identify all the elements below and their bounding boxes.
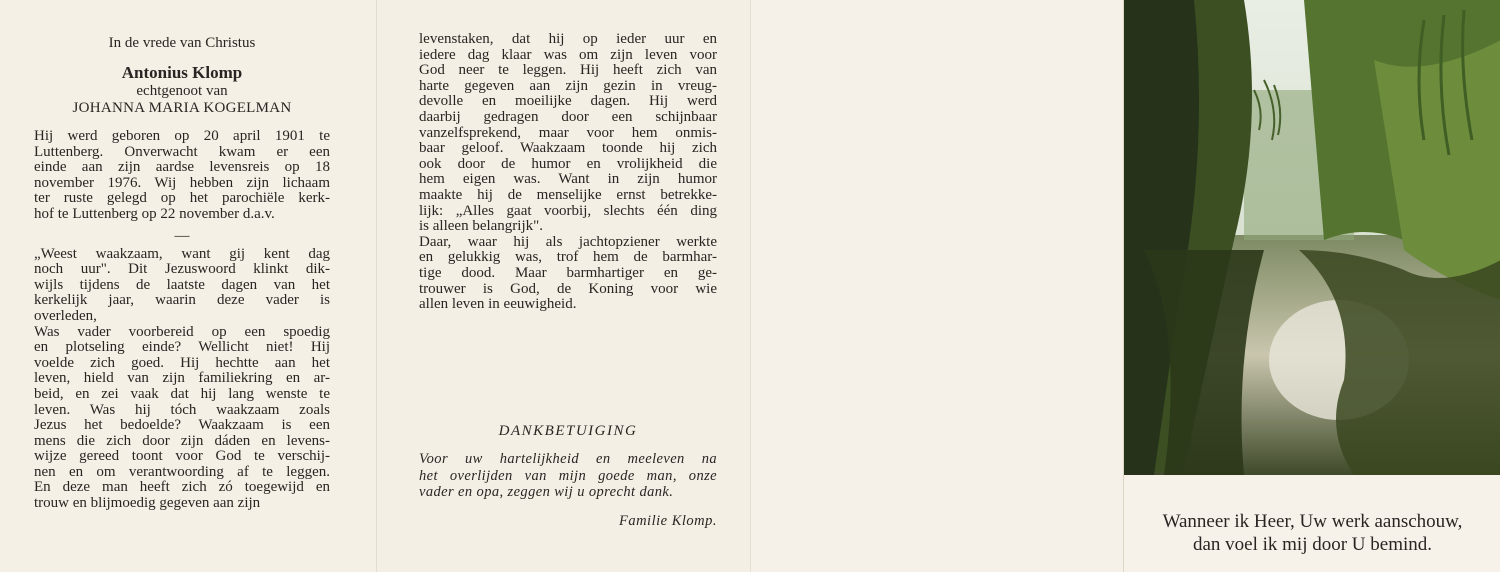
text-line: november 1976. Wij hebben zijn lichaam xyxy=(34,174,330,191)
text-line: lijk: „Alles gaat voorbij, slechts één ding xyxy=(419,202,717,219)
spouse-name: JOHANNA MARIA KOGELMAN xyxy=(72,100,292,116)
acknowledgement-title: DANKBETUIGING xyxy=(498,423,638,439)
text-line: Jezus het bedoelde? Waakzaam is een xyxy=(34,417,330,434)
text-line: Hij werd geboren op 20 april 1901 te xyxy=(34,128,330,144)
text-line: iedere dag klaar was om zijn leven voor xyxy=(419,46,717,63)
acknowledgement-text xyxy=(419,451,717,501)
text-line: leven. Was hij tóch waakzaam zoals xyxy=(34,401,330,418)
text-line: devolle en moeilijke dagen. Hij werd xyxy=(419,93,717,110)
acknowledgement-line: Voor uw hartelijkheid en meeleven na xyxy=(419,451,717,467)
text-line: leven, hield van zijn familiekring en ar- xyxy=(34,370,330,387)
acknowledgement-line: vader en opa, zeggen wij u oprecht dank. xyxy=(419,484,674,500)
text-line: en gelukkig was, trof hem de barmhar- xyxy=(419,249,717,266)
text-line: noch uur". Dit Jezuswoord klinkt dik- xyxy=(34,261,330,278)
verse-line: Wanneer ik Heer, Uw werk aanschouw, xyxy=(1162,511,1463,532)
signature: Familie Klomp. xyxy=(618,512,717,529)
acknowledgement xyxy=(419,421,717,530)
text-line: ter ruste gelegd op het parochiële kerk- xyxy=(34,190,330,207)
text-line: hof te Luttenberg op 22 november d.a.v. xyxy=(34,205,275,222)
text-line: wijze gereed toont voor God te verschij- xyxy=(34,448,330,465)
text-line: maakte hij de menselijke ernst betrekke- xyxy=(419,186,717,203)
text-line: kerkelijk jaar, waarin deze vader is xyxy=(34,292,330,309)
panel-blank xyxy=(750,0,1123,572)
text-line: daarbij gedragen door een schijnbaar xyxy=(419,108,717,125)
text-line: vanzelfsprekend, maar voor hem onmis- xyxy=(419,124,717,141)
text-line: harte gegeven aan zijn gezin in vreug- xyxy=(419,77,717,94)
text-line: is alleen belangrijk". xyxy=(419,218,543,235)
text-line: En deze man heeft zich zó toegewijd en xyxy=(34,479,330,496)
willow-pond-photo xyxy=(1124,0,1500,475)
relation-line: echtgenoot van xyxy=(136,83,228,99)
text-line: Was vader voorbereid op een spoedig xyxy=(34,323,330,340)
text-line: God neer te leggen. Hij heeft zich van xyxy=(419,62,717,79)
text-line: baar geloof. Waakzaam toonde hij zich xyxy=(419,140,717,157)
panel-middle xyxy=(376,0,750,572)
verse-line: dan voel ik mij door U bemind. xyxy=(1192,534,1433,555)
header-line: In de vrede van Christus xyxy=(108,35,256,51)
text-line: mens die zich door zijn dáden en levens- xyxy=(34,432,330,449)
text-line: trouwer is God, de Koning voor wie xyxy=(419,280,717,297)
text-line: Daar, waar hij als jachtopziener werkte xyxy=(419,233,717,250)
text-line: hem eigen was. Want in zijn humor xyxy=(419,171,717,188)
text-line: „Weest waakzaam, want gij kent dag xyxy=(34,245,330,262)
text-line: allen leven in eeuwigheid. xyxy=(419,296,577,313)
panel-left xyxy=(0,0,376,572)
text-line: voelde zich goed. Hij hechtte aan het xyxy=(34,354,330,371)
text-line: einde aan zijn aardse levensreis op 18 xyxy=(34,159,330,176)
text-line: overleden, xyxy=(34,307,97,324)
card-header xyxy=(34,34,330,117)
text-line: Luttenberg. Onverwacht kwam er een xyxy=(34,143,330,160)
continuation-text xyxy=(419,32,717,313)
separator: — xyxy=(174,227,190,244)
acknowledgement-line: het overlijden van mijn goede man, onze xyxy=(419,467,717,484)
text-line: en plotseling einde? Wellicht niet! Hij xyxy=(34,339,330,356)
text-line: levenstaken, dat hij op ieder uur en xyxy=(419,31,717,47)
deceased-name: Antonius Klomp xyxy=(121,63,243,82)
text-line: tige dood. Maar barmhartiger en ge- xyxy=(419,264,717,281)
text-line: nen en om verantwoording af te leggen. xyxy=(34,463,330,480)
text-line: beid, en zei vaak dat hij lang wenste te xyxy=(34,385,330,402)
verse xyxy=(1124,510,1500,556)
text-line: ook door de humor en vrolijkheid die xyxy=(419,155,717,172)
biography-text xyxy=(34,129,330,512)
text-line: trouw en blijmoedig gegeven aan zijn xyxy=(34,495,261,512)
panel-right xyxy=(1123,0,1500,572)
text-line: wijls tijdens de laatste dagen van het xyxy=(34,276,330,293)
